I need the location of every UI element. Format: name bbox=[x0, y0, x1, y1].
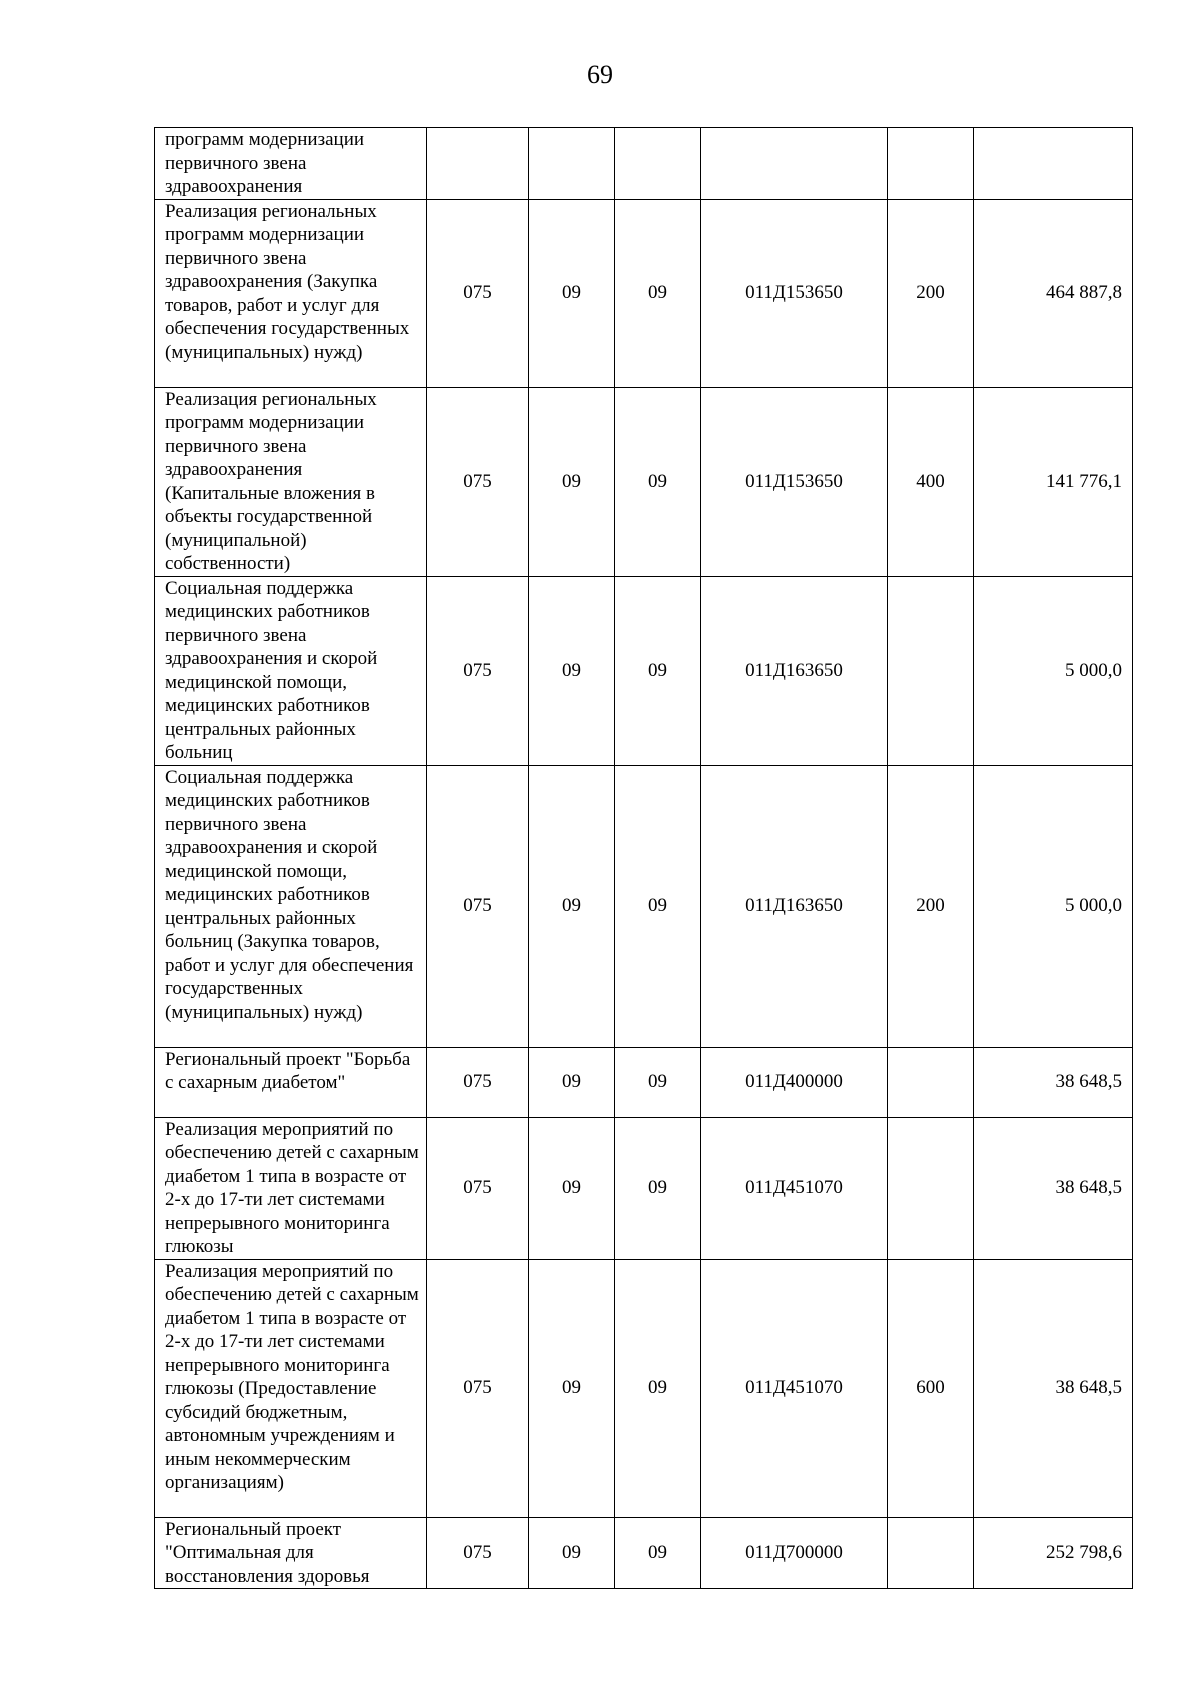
page-number: 69 bbox=[587, 60, 613, 89]
csr-cell: 011Д163650 bbox=[701, 576, 888, 765]
row-name-cell: Региональный проект "Борьба с сахарным диабетом" bbox=[155, 1047, 427, 1117]
rz-cell: 09 bbox=[529, 1117, 615, 1259]
row-name-cell: Реализация региональных программ модернизации первичного звена здравоохранения (Капитальные вложения в объекты государственной (муниципальной) собственности) bbox=[155, 387, 427, 576]
vr-cell bbox=[888, 576, 974, 765]
rz-cell: 09 bbox=[529, 765, 615, 1047]
csr-cell: 011Д153650 bbox=[701, 387, 888, 576]
row-name-cell: Реализация региональных программ модернизации первичного звена здравоохранения (Закупка товаров, работ и услуг для обеспечения государственных (муниципальных) нужд) bbox=[155, 199, 427, 387]
vr-cell bbox=[888, 1517, 974, 1589]
csr-cell: 011Д163650 bbox=[701, 765, 888, 1047]
sum-cell: 38 648,5 bbox=[974, 1259, 1133, 1517]
pr-cell: 09 bbox=[615, 1259, 701, 1517]
vr-cell: 200 bbox=[888, 765, 974, 1047]
table-row bbox=[155, 128, 1133, 200]
ved-cell: 075 bbox=[427, 387, 529, 576]
sum-cell bbox=[974, 128, 1133, 200]
pr-cell: 09 bbox=[615, 199, 701, 387]
sum-cell: 38 648,5 bbox=[974, 1117, 1133, 1259]
vr-cell bbox=[888, 128, 974, 200]
row-name-cell: Реализация мероприятий по обеспечению детей с сахарным диабетом 1 типа в возрасте от 2-х до 17-ти лет системами непрерывного мониторинга глюкозы (Предоставление субсидий бюджетным, автономным учреждениям и иным некоммерческим организациям) bbox=[155, 1259, 427, 1517]
rz-cell: 09 bbox=[529, 1517, 615, 1589]
rz-cell: 09 bbox=[529, 199, 615, 387]
sum-cell: 5 000,0 bbox=[974, 765, 1133, 1047]
table-row bbox=[155, 199, 1133, 387]
ved-cell: 075 bbox=[427, 1517, 529, 1589]
sum-cell: 252 798,6 bbox=[974, 1517, 1133, 1589]
vr-cell: 400 bbox=[888, 387, 974, 576]
vr-cell bbox=[888, 1047, 974, 1117]
rz-cell: 09 bbox=[529, 1047, 615, 1117]
ved-cell: 075 bbox=[427, 1117, 529, 1259]
ved-cell: 075 bbox=[427, 199, 529, 387]
table-row bbox=[155, 765, 1133, 1047]
ved-cell: 075 bbox=[427, 765, 529, 1047]
sum-cell: 38 648,5 bbox=[974, 1047, 1133, 1117]
pr-cell: 09 bbox=[615, 1517, 701, 1589]
ved-cell: 075 bbox=[427, 1259, 529, 1517]
table-row bbox=[155, 387, 1133, 576]
csr-cell: 011Д700000 bbox=[701, 1517, 888, 1589]
table-row bbox=[155, 1259, 1133, 1517]
pr-cell: 09 bbox=[615, 576, 701, 765]
pr-cell bbox=[615, 128, 701, 200]
pr-cell: 09 bbox=[615, 1117, 701, 1259]
vr-cell: 600 bbox=[888, 1259, 974, 1517]
ved-cell bbox=[427, 128, 529, 200]
csr-cell: 011Д451070 bbox=[701, 1259, 888, 1517]
table-row bbox=[155, 1117, 1133, 1259]
row-name-cell: Социальная поддержка медицинских работников первичного звена здравоохранения и скорой медицинской помощи, медицинских работников центральных районных больниц (Закупка товаров, работ и услуг для обеспечения государственных (муниципальных) нужд) bbox=[155, 765, 427, 1047]
vr-cell: 200 bbox=[888, 199, 974, 387]
csr-cell: 011Д400000 bbox=[701, 1047, 888, 1117]
pr-cell: 09 bbox=[615, 387, 701, 576]
sum-cell: 141 776,1 bbox=[974, 387, 1133, 576]
rz-cell: 09 bbox=[529, 576, 615, 765]
rz-cell: 09 bbox=[529, 387, 615, 576]
ved-cell: 075 bbox=[427, 576, 529, 765]
table-row bbox=[155, 576, 1133, 765]
budget-table bbox=[154, 127, 1133, 1589]
vr-cell bbox=[888, 1117, 974, 1259]
sum-cell: 5 000,0 bbox=[974, 576, 1133, 765]
csr-cell: 011Д451070 bbox=[701, 1117, 888, 1259]
table-row bbox=[155, 1047, 1133, 1117]
row-name-cell: программ модернизации первичного звена здравоохранения bbox=[155, 128, 427, 200]
pr-cell: 09 bbox=[615, 765, 701, 1047]
row-name-cell: Региональный проект "Оптимальная для восстановления здоровья bbox=[155, 1517, 427, 1589]
row-name-cell: Реализация мероприятий по обеспечению детей с сахарным диабетом 1 типа в возрасте от 2-х до 17-ти лет системами непрерывного мониторинга глюкозы bbox=[155, 1117, 427, 1259]
table-row bbox=[155, 1517, 1133, 1589]
csr-cell: 011Д153650 bbox=[701, 199, 888, 387]
rz-cell bbox=[529, 128, 615, 200]
rz-cell: 09 bbox=[529, 1259, 615, 1517]
csr-cell bbox=[701, 128, 888, 200]
pr-cell: 09 bbox=[615, 1047, 701, 1117]
row-name-cell: Социальная поддержка медицинских работников первичного звена здравоохранения и скорой медицинской помощи, медицинских работников центральных районных больниц bbox=[155, 576, 427, 765]
sum-cell: 464 887,8 bbox=[974, 199, 1133, 387]
ved-cell: 075 bbox=[427, 1047, 529, 1117]
